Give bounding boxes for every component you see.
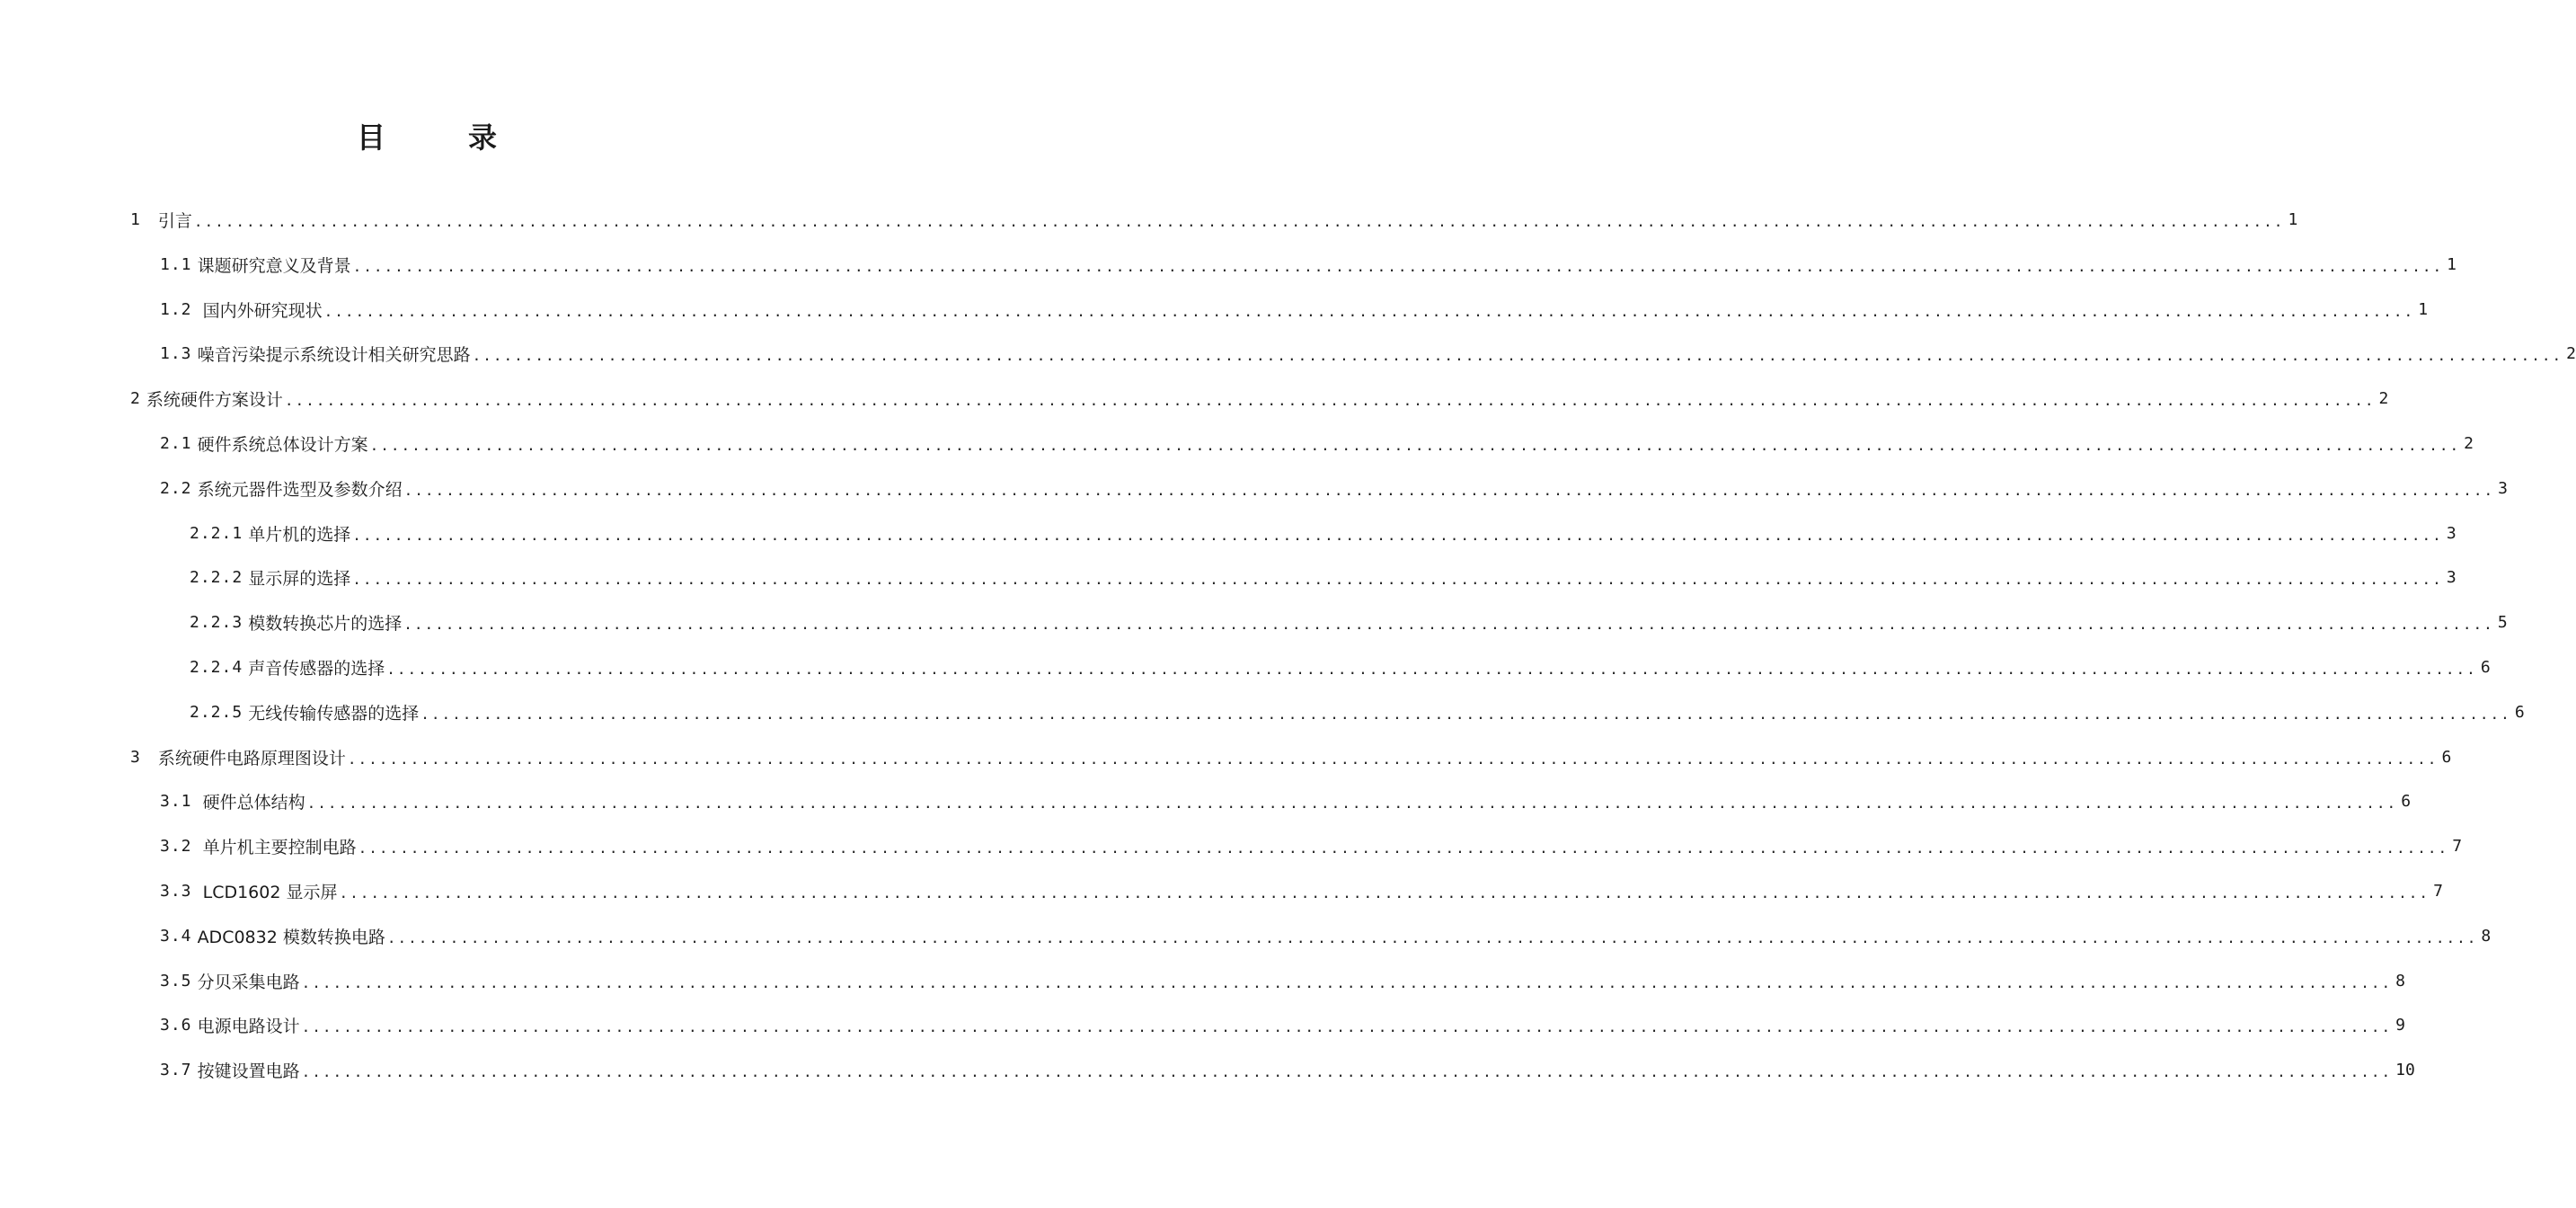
toc-leader-dots: ........................................................................................................................................................................................................	[369, 436, 2461, 454]
toc-entry-number: 1.1	[160, 254, 192, 274]
toc-entry-number: 3.6	[160, 1015, 192, 1035]
toc-leader-dots: ........................................................................................................................................................................................................	[352, 570, 2443, 588]
toc-entry[interactable]	[160, 1011, 2405, 1038]
toc-entry[interactable]	[130, 385, 2389, 412]
toc-entry-number: 2.2.1	[190, 523, 243, 543]
toc-entry-page-number: 6	[2441, 747, 2452, 767]
toc-entry-page-number: 5	[2497, 612, 2508, 632]
toc-entry[interactable]	[190, 520, 2456, 546]
toc-entry-number: 3.7	[160, 1060, 192, 1079]
toc-entry-page-number: 3	[2446, 567, 2456, 587]
toc-entry[interactable]	[160, 967, 2405, 994]
toc-leader-dots: ........................................................................................................................................................................................................	[420, 705, 2511, 723]
toc-entry-gap	[192, 299, 203, 319]
toc-entry[interactable]	[160, 922, 2492, 949]
toc-entry-page-number: 6	[2480, 657, 2491, 677]
toc-entry[interactable]	[130, 743, 2452, 770]
toc-entry-gap	[192, 881, 203, 901]
toc-entry-page-number: 10	[2395, 1060, 2415, 1079]
toc-entry[interactable]	[190, 608, 2508, 635]
toc-entry-title: 系统硬件电路原理图设计	[157, 748, 346, 768]
toc-entry-title: 模数转换芯片的选择	[248, 613, 403, 634]
toc-entry-number: 3.5	[160, 971, 192, 990]
toc-entry-number: 1	[130, 209, 141, 229]
toc-entry-title: ADC0832 模数转换电路	[197, 927, 385, 947]
toc-entry-page-number: 1	[2418, 299, 2429, 319]
toc-entry-number: 2.2	[160, 478, 192, 498]
toc-entry[interactable]	[160, 430, 2474, 457]
toc-entry-page-number: 2	[2566, 343, 2576, 363]
toc-leader-dots: ........................................................................................................................................................................................................	[403, 481, 2495, 499]
toc-leader-dots: ........................................................................................................................................................................................................	[306, 794, 2398, 812]
toc-entry-title: 硬件总体结构	[202, 792, 305, 813]
toc-entry-title: 显示屏的选择	[248, 568, 351, 589]
toc-entry-number: 3.4	[160, 926, 192, 946]
toc-entry-page-number: 3	[2446, 523, 2456, 543]
toc-entry[interactable]	[160, 1056, 2415, 1083]
toc-entry-gap	[192, 791, 203, 811]
toc-entry-number: 2.2.3	[190, 612, 243, 632]
toc-entry-title: 引言	[157, 210, 192, 231]
toc-entry-title: 按键设置电路	[197, 1061, 300, 1081]
toc-entry-page-number: 1	[2288, 209, 2298, 229]
toc-entry-title: 无线传输传感器的选择	[248, 703, 420, 724]
toc-leader-dots: ........................................................................................................................................................................................................	[352, 526, 2443, 544]
toc-entry-title: 噪音污染提示系统设计相关研究思路	[197, 344, 471, 365]
toc-entry-page-number: 2	[2464, 433, 2474, 453]
toc-entry-title: 单片机主要控制电路	[202, 837, 357, 857]
toc-entry-title: 电源电路设计	[197, 1016, 300, 1036]
toc-entry[interactable]	[160, 787, 2412, 814]
toc-entry-number: 3	[130, 747, 141, 767]
toc-entry-title: 单片机的选择	[248, 524, 351, 545]
toc-entry-gap	[141, 208, 158, 232]
toc-leader-dots: ........................................................................................................................................................................................................	[339, 884, 2430, 902]
toc-entry[interactable]	[190, 653, 2491, 680]
toc-entry-number: 2.1	[160, 433, 192, 453]
toc-entry-title: LCD1602 显示屏	[202, 882, 338, 902]
toc-entry[interactable]	[160, 877, 2443, 904]
toc-entry[interactable]	[190, 698, 2525, 725]
toc-entry-title: 国内外研究现状	[202, 300, 323, 321]
toc-leader-dots: ........................................................................................................................................................................................................	[386, 928, 2478, 946]
toc-entry-page-number: 6	[2401, 791, 2412, 811]
toc-leader-dots: ........................................................................................................................................................................................................	[323, 302, 2415, 320]
toc-entry-gap	[192, 836, 203, 856]
toc-entry-number: 2.2.4	[190, 657, 243, 677]
toc-leader-dots: ........................................................................................................................................................................................................	[301, 1062, 2393, 1080]
toc-entry[interactable]	[160, 296, 2429, 323]
toc-entry[interactable]	[190, 564, 2456, 591]
toc-entry-title: 课题研究意义及背景	[197, 255, 351, 276]
toc-entry-page-number: 9	[2395, 1015, 2405, 1035]
toc-entry-title: 硬件系统总体设计方案	[197, 434, 368, 455]
toc-entry-gap	[141, 745, 158, 769]
toc-leader-dots: ........................................................................................................................................................................................................	[347, 750, 2439, 768]
toc-leader-dots: ........................................................................................................................................................................................................	[352, 257, 2444, 275]
toc-leader-dots: ........................................................................................................................................................................................................	[472, 346, 2563, 364]
toc-leader-dots: ........................................................................................................................................................................................................	[358, 839, 2449, 857]
toc-leader-dots: ........................................................................................................................................................................................................	[193, 212, 2285, 230]
toc-entry-title: 分贝采集电路	[197, 972, 300, 992]
toc-entry-title: 声音传感器的选择	[248, 658, 385, 679]
toc-entry[interactable]	[130, 206, 2298, 233]
toc-entry-number: 3.1	[160, 791, 192, 811]
toc-entry[interactable]	[160, 251, 2456, 278]
toc-entry-number: 3.3	[160, 881, 192, 901]
toc-entry[interactable]	[160, 832, 2463, 859]
toc-entry-page-number: 8	[2481, 926, 2492, 946]
toc-entry-title: 系统硬件方案设计	[146, 389, 283, 410]
toc-entry-number: 1.3	[160, 343, 192, 363]
toc-entry-number: 2.2.5	[190, 702, 243, 722]
page-title: 目 录	[356, 120, 524, 155]
toc-entry-page-number: 3	[2498, 478, 2508, 498]
toc-entry-page-number: 2	[2378, 388, 2389, 408]
toc-leader-dots: ........................................................................................................................................................................................................	[284, 391, 2376, 409]
toc-entry-page-number: 8	[2395, 971, 2405, 990]
toc-entry-page-number: 6	[2514, 702, 2525, 722]
toc-leader-dots: ........................................................................................................................................................................................................	[301, 973, 2393, 991]
toc-leader-dots: ........................................................................................................................................................................................................	[301, 1017, 2393, 1035]
toc-leader-dots: ........................................................................................................................................................................................................	[403, 615, 2494, 633]
toc-entry-page-number: 1	[2447, 254, 2456, 274]
toc-entry-page-number: 7	[2433, 881, 2443, 901]
toc-entry-title: 系统元器件选型及参数介绍	[197, 479, 403, 500]
toc-entry-number: 2	[130, 388, 141, 408]
toc-entry[interactable]	[160, 475, 2508, 502]
toc-entry-number: 1.2	[160, 299, 192, 319]
toc-entry-number: 3.2	[160, 836, 192, 856]
toc-entry[interactable]	[160, 340, 2576, 367]
toc-entry-number: 2.2.2	[190, 567, 243, 587]
toc-leader-dots: ........................................................................................................................................................................................................	[386, 660, 2477, 678]
toc-entry-page-number: 7	[2452, 836, 2463, 856]
